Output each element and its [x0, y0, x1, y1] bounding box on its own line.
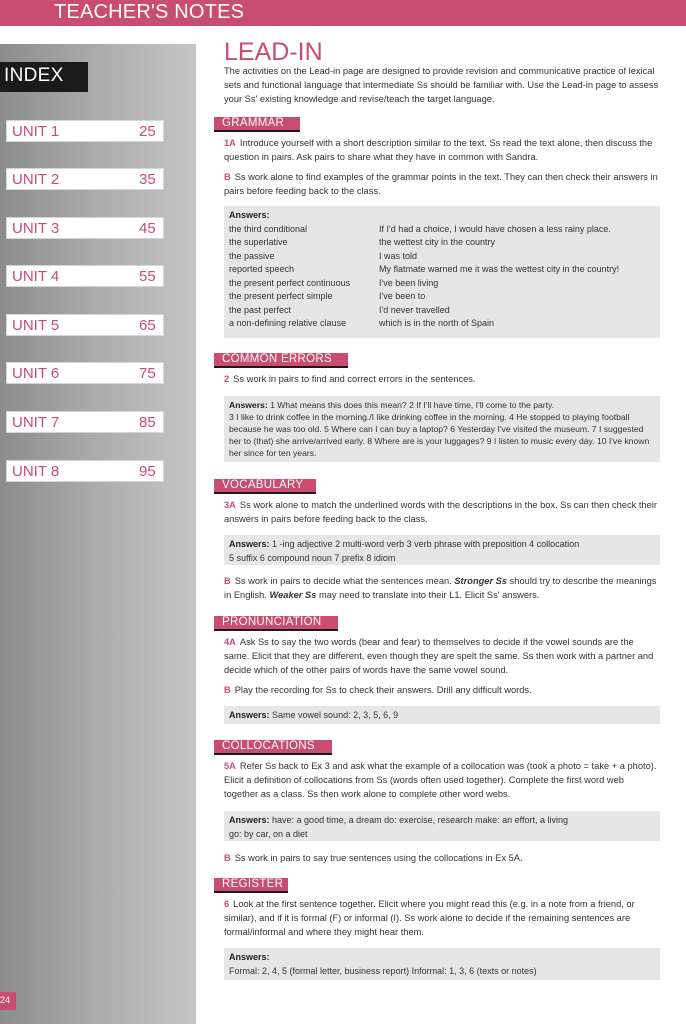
- answers-label: Answers:: [229, 952, 270, 962]
- page-number-badge: [0, 992, 16, 1010]
- answers-label: Answers:: [229, 539, 270, 549]
- section-heading-collocations: COLLOCATIONS: [214, 740, 332, 755]
- pronunciation-b: B Play the recording for Ss to check their answers. Drill any difficult words.: [224, 685, 532, 695]
- unit-page: 35: [139, 171, 156, 188]
- index-label: INDEX: [4, 65, 64, 86]
- unit-label: UNIT 6: [12, 365, 60, 382]
- page-title: LEAD-IN: [224, 38, 323, 66]
- unit-page: 75: [139, 365, 156, 382]
- register-6: 6 Look at the first sentence together. Elicit where you might read this (e.g. in a note from a friend, or similar), and if it is formal (F) or informal (I). Ss work alone to decide if the remaining sentences are formal/informal and where they might hear them.: [224, 899, 635, 937]
- answers-label: Answers:: [229, 710, 270, 720]
- collocations-5a: 5A Refer Ss back to Ex 3 and ask what the example of a collocation was (took a photo = take + a photo). Elicit a definition of collocations from Ss (words often used together). Complete the first word web together as a class. Ss then work alone to complete other word webs.: [224, 761, 657, 799]
- grammar-1b: B Ss work alone to find examples of the grammar points in the text. They can then check their answers in pairs before feeding back to the class.: [224, 172, 658, 196]
- sidebar-index: [0, 44, 196, 1024]
- register-answers: Answers: Formal: 2, 4, 5 (formal letter, business report) Informal: 1, 3, 6 (texts or notes): [224, 948, 660, 980]
- unit-page: 95: [139, 463, 156, 480]
- answers-label: Answers:: [229, 815, 270, 825]
- unit-label: UNIT 1: [12, 123, 60, 140]
- vocabulary-3a: 3A Ss work alone to match the underlined words with the descriptions in the box. Ss can then check their answers in pairs before feeding back to the class.: [224, 500, 657, 524]
- unit-page: 25: [139, 123, 156, 140]
- section-heading-common-errors: COMMON ERRORS: [214, 353, 348, 368]
- grammar-1a: 1A Introduce yourself with a short description similar to the text. Ss read the text alone, then discuss the question in pairs. Ask pairs to share what they have in common with Sandra.: [224, 138, 653, 162]
- sidebar-item-unit-4[interactable]: [6, 265, 164, 287]
- header-bar: [0, 0, 686, 26]
- header-title: TEACHER'S NOTES: [54, 1, 245, 23]
- unit-page: 45: [139, 220, 156, 237]
- unit-page: 85: [139, 414, 156, 431]
- unit-label: UNIT 5: [12, 317, 60, 334]
- grammar-answers: [224, 206, 660, 338]
- section-heading-grammar: GRAMMAR: [214, 117, 300, 132]
- sidebar-item-unit-7[interactable]: [6, 411, 164, 433]
- sidebar-item-unit-6[interactable]: [6, 362, 164, 384]
- unit-label: UNIT 7: [12, 414, 60, 431]
- sidebar-item-unit-3[interactable]: [6, 217, 164, 239]
- answers-label: Answers:: [229, 400, 268, 410]
- sidebar-item-unit-2[interactable]: [6, 168, 164, 190]
- section-heading-pronunciation: PRONUNCIATION: [214, 616, 338, 631]
- sidebar-item-unit-8[interactable]: [6, 460, 164, 482]
- sidebar-item-unit-1[interactable]: [6, 120, 164, 142]
- index-heading: [0, 62, 88, 92]
- errors-answers: Answers: 1 What means this does this mean? 2 If I'll have time, I'll come to the party. 3 I like to drink coffee in the morning./I like drinking coffee in the morning. 4 He stopped to playing football because he was too old. 5 Where can I can buy a laptop? 6 Yesterday I've visited the museum. 7 I suggested her to (that) she arrive/arrived early. 8 Where are is your luggages? 9 I listen to music every day. 10 I've known her since for ten years.: [224, 396, 660, 462]
- unit-label: UNIT 4: [12, 268, 60, 285]
- section-heading-register: REGISTER: [214, 878, 288, 893]
- unit-label: UNIT 8: [12, 463, 60, 480]
- unit-page: 65: [139, 317, 156, 334]
- unit-label: UNIT 2: [12, 171, 60, 188]
- answers-label: Answers:: [229, 210, 270, 220]
- unit-page: 55: [139, 268, 156, 285]
- pronunciation-4a: 4A Ask Ss to say the two words (bear and fear) to themselves to decide if the vowel sounds are the same. Elicit that they are different, even though they are spelt the same. Ss then work with a partner and decide which of the other pairs of words have the same vowel sound.: [224, 637, 654, 675]
- page-number: 24: [0, 995, 11, 1005]
- unit-label: UNIT 3: [12, 220, 60, 237]
- vocabulary-answers: Answers: 1 -ing adjective 2 multi-word verb 3 verb phrase with preposition 4 collocation 5 suffix 6 compound noun 7 prefix 8 idiom: [224, 535, 660, 565]
- leadin-intro: The activities on the Lead-in page are designed to provide revision and communicative practice of lexical sets and functional language that intermediate Ss should be familiar with. Use the Lead-in page to assess your Ss' existing knowledge and revise/teach the target language.: [224, 66, 659, 104]
- sidebar-item-unit-5[interactable]: [6, 314, 164, 336]
- section-heading-vocabulary: VOCABULARY: [214, 479, 316, 494]
- collocations-b: B Ss work in pairs to say true sentences using the collocations in Ex 5A.: [224, 853, 523, 863]
- collocations-answers: Answers: have: a good time, a dream do: exercise, research make: an effort, a living go: by car, on a diet: [224, 811, 660, 841]
- pronunciation-answers: Answers: Same vowel sound: 2, 3, 5, 6, 9: [224, 706, 660, 724]
- grammar-answers-table: the third conditional If I'd had a choice, I would have chosen a less rainy place. the superlative the wettest city in the country the passive I was told reported speech My flatmate warned me it was the wettest city in the country! the present perfect continuous I've been living the present perfect simple I've been to the past perfect I'd never travelled a non-defining relative clause which is in the north of Spain: [229, 223, 620, 328]
- errors-2: 2 Ss work in pairs to find and correct errors in the sentences.: [224, 374, 476, 384]
- vocabulary-b: B Ss work in pairs to decide what the sentences mean. Stronger Ss should try to describe the meanings in English. Weaker Ss may need to translate into their L1. Elicit Ss' answers.: [224, 576, 657, 600]
